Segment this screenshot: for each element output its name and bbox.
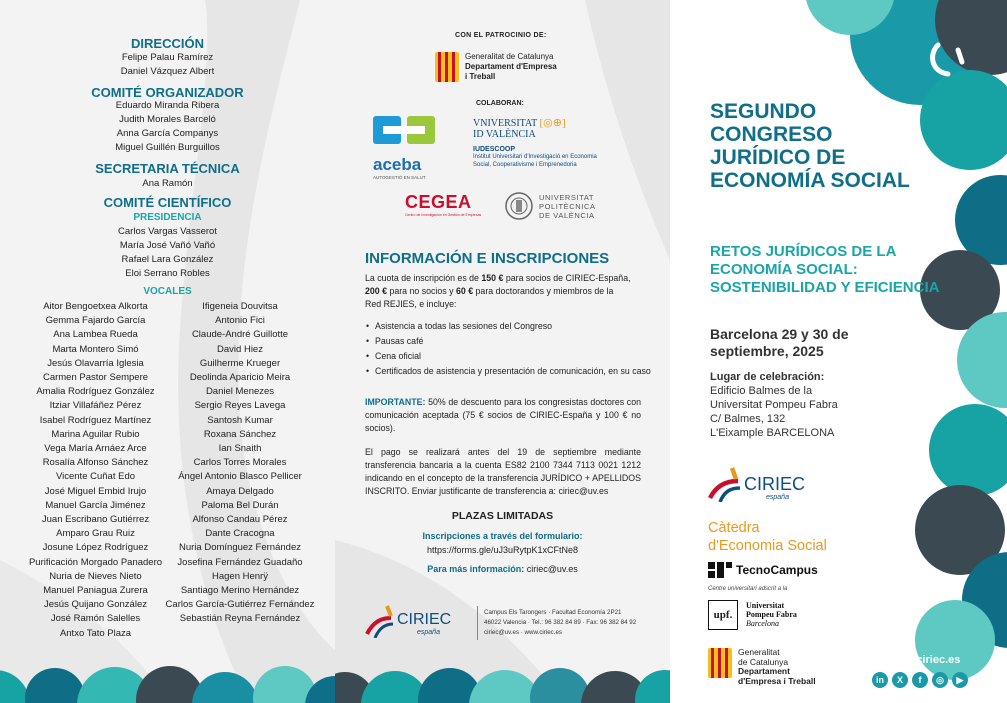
congress-subtitle: RETOS JURÍDICOS DE LA ECONOMÍA SOCIAL: SOSTENIBILIDAD Y EFICIENCIA bbox=[710, 243, 940, 296]
vocal-name: Nuria de Nieves Nieto bbox=[49, 570, 142, 582]
vocal-name: Hagen Henrÿ bbox=[212, 570, 268, 582]
gencat-line3: i Treball bbox=[465, 72, 496, 81]
vocal-name: Santiago Merino Hernández bbox=[180, 585, 300, 597]
comite-organizador-list bbox=[0, 99, 335, 155]
cuota-socios: 150 € bbox=[481, 273, 504, 283]
middle-panel bbox=[335, 0, 670, 703]
presidencia-name: María José Vañó Vañó bbox=[119, 240, 216, 251]
upv-line2: POLITÈCNICA bbox=[539, 202, 596, 211]
upf-line1: Universitat bbox=[746, 601, 785, 610]
vocal-name: Ifigeneia Douvitsa bbox=[202, 301, 278, 312]
vocal-name: Rosalía Alfonso Sánchez bbox=[42, 457, 149, 469]
secretaria-heading: SECRETARIA TÉCNICA bbox=[95, 161, 240, 176]
importante-text: 50% de descuento para los congresistas doctores con comunicación aceptada (75 € socios de CIRIEC-España y 100 € no socios). bbox=[365, 397, 641, 433]
vocal-name: Santosh Kumar bbox=[207, 414, 273, 426]
plazas-limitadas: PLAZAS LIMITADAS bbox=[451, 510, 554, 522]
uv-bracket-icon: [◎⊕] bbox=[539, 117, 566, 129]
vocal-name: Antxo Tato Plaza bbox=[59, 627, 132, 639]
cuota-text: para socios de CIRIEC-España, bbox=[503, 273, 631, 283]
patrocinio-label: CON EL PATROCINIO DE: bbox=[455, 32, 547, 39]
secretaria-name: Ana Ramón bbox=[142, 178, 193, 189]
upv-line3: DE VALÈNCIA bbox=[539, 211, 595, 220]
presidencia-name: Eloi Serrano Robles bbox=[125, 268, 210, 279]
ciriec-swirl-icon bbox=[708, 466, 742, 502]
ciriec-swirl-icon bbox=[365, 604, 395, 638]
catedra-line2: d'Economia Social bbox=[708, 538, 827, 554]
vocal-name: Purificación Morgado Panadero bbox=[28, 556, 163, 568]
mas-info-label: Para más información: bbox=[427, 564, 525, 574]
vocal-name: Ana Lambea Rueda bbox=[53, 329, 138, 341]
ciriec-logo bbox=[708, 466, 806, 507]
cuota-text: La cuota de inscripción es de bbox=[365, 273, 482, 283]
direccion-name: Daniel Vázquez Albert bbox=[120, 66, 215, 77]
vocal-name: Jesús Olavarría Iglesia bbox=[47, 357, 144, 369]
incluye-item: • Asistencia a todas las sesiones del Congreso bbox=[366, 321, 553, 331]
vocal-name: Amalia Rodríguez González bbox=[36, 386, 155, 398]
footer-address bbox=[484, 608, 654, 638]
aceba-cross-icon bbox=[373, 116, 435, 150]
pago-paragraph: El pago se realizará antes del 19 de septiembre mediante transferencia bancaria a la cuenta ES82 2100 7344 7113 0021 1212 indicando en el concepto de la transferencia JURÍDICO + APELLIDOS INSCRITO. Enviar justificante de transferencia a: ciriec@uv.es bbox=[365, 447, 641, 496]
mas-info bbox=[335, 564, 670, 574]
vocales-column-1 bbox=[18, 300, 173, 641]
vocal-name: Gemma Fajardo García bbox=[45, 315, 146, 327]
vocal-name: David Hiez bbox=[217, 343, 263, 355]
vocal-name: Nuria Domínguez Fernández bbox=[179, 542, 301, 554]
gencat-logo bbox=[435, 52, 557, 87]
importante-paragraph bbox=[365, 396, 641, 435]
vocal-name: Josefina Fernández Guadaño bbox=[177, 556, 303, 568]
vocal-name: Vega María Arnáez Arce bbox=[44, 443, 147, 455]
social-icons bbox=[868, 672, 968, 688]
cuota-no-socios: 200 € bbox=[365, 286, 388, 296]
comite-organizador-heading: COMITÉ ORGANIZADOR bbox=[91, 85, 244, 100]
presidencia-name: Carlos Vargas Vasserot bbox=[118, 226, 217, 237]
gencat-right-line1: Generalitat bbox=[738, 647, 780, 657]
vocales-heading: VOCALES bbox=[143, 286, 192, 297]
bottom-circles-left bbox=[0, 650, 335, 703]
info-title: INFORMACIÓN E INSCRIPCIONES bbox=[365, 250, 610, 267]
aceba-name: aceba bbox=[373, 155, 422, 174]
direccion-list bbox=[0, 51, 335, 79]
vocal-name: Jesús Quijano González bbox=[44, 599, 147, 611]
vocal-name: Vicente Cuñat Edo bbox=[55, 471, 136, 483]
congress-title: SEGUNDO CONGRESO JURÍDICO DE ECONOMÍA SOCIAL bbox=[710, 100, 910, 192]
vocal-name: Claude-André Guillotte bbox=[191, 329, 289, 341]
footer-line: ciriec@uv.es · www.ciriec.es bbox=[484, 629, 563, 636]
vocal-name: Isabel Rodríguez Martínez bbox=[39, 414, 152, 426]
instagram-icon[interactable]: ◎ bbox=[932, 672, 948, 688]
gencat-line2: Departament d'Empresa bbox=[465, 62, 557, 71]
gencat-right-line3: Departament bbox=[738, 666, 790, 676]
venue-line: Edificio Balmes de la bbox=[710, 385, 813, 397]
vocal-name: Daniel Menezes bbox=[205, 386, 275, 398]
vocal-name: Aitor Bengoetxea Alkorta bbox=[43, 301, 148, 312]
cegea-name: CEGEA bbox=[405, 192, 472, 212]
catedra-line1: Càtedra bbox=[708, 520, 760, 536]
vocal-name: Ian Snaith bbox=[218, 443, 262, 455]
colaboran-label: COLABORAN: bbox=[476, 100, 524, 107]
vocal-name: Juan Escribano Gutiérrez bbox=[41, 514, 150, 526]
right-panel bbox=[670, 0, 1007, 703]
gencat-line1: Generalitat de Catalunya bbox=[465, 52, 554, 61]
venue-line: L'Eixample BARCELONA bbox=[710, 427, 835, 439]
venue-label: Lugar de celebración: bbox=[710, 371, 825, 383]
tecnocampus-logo bbox=[708, 562, 818, 583]
facebook-icon[interactable]: f bbox=[912, 672, 928, 688]
vocal-name: Carlos García-Gutiérrez Fernández bbox=[165, 599, 315, 611]
upv-line1: UNIVERSITAT bbox=[539, 193, 595, 202]
uv-logo bbox=[473, 118, 653, 169]
incluye-item: • Certificados de asistencia y presentación de comunicación, en su caso bbox=[366, 366, 651, 376]
footer-line: 46022 Valencia · Tel.: 96 382 84 89 · Fax: 96 382 84 92 bbox=[484, 619, 637, 626]
cegea-logo bbox=[405, 192, 481, 217]
incluye-item: • Cena oficial bbox=[366, 351, 421, 361]
aceba-tag: AUTOGESTIÓ EN SALUT bbox=[373, 175, 426, 180]
vocal-name: Paloma Bel Durán bbox=[201, 499, 279, 511]
vocales-column-2 bbox=[160, 300, 320, 627]
vocal-name: Marta Montero Simó bbox=[52, 343, 139, 355]
vocal-name: Sergio Reyes Lavega bbox=[194, 400, 286, 412]
iudescoop-label: IUDESCOOP bbox=[473, 146, 516, 153]
vocal-name: Ángel Antonio Blasco Pellicer bbox=[178, 471, 302, 483]
tecnocampus-name: TecnoCampus bbox=[736, 563, 818, 577]
bottom-circles-mid bbox=[335, 650, 670, 703]
aceba-logo bbox=[373, 116, 433, 180]
linkedin-icon[interactable]: in bbox=[872, 672, 888, 688]
direccion-name: Felipe Palau Ramírez bbox=[121, 52, 214, 63]
venue-line: Universitat Pompeu Fabra bbox=[710, 399, 838, 411]
cuota-paragraph bbox=[365, 272, 641, 311]
mas-info-email-link[interactable]: ciriec@uv.es bbox=[526, 564, 578, 574]
website-link[interactable]: www.ciriec.es bbox=[888, 654, 961, 666]
form-url-link[interactable]: https://forms.gle/uJ3uRytpK1xCFtNe8 bbox=[426, 545, 579, 555]
vocal-name: Alfonso Candau Pérez bbox=[192, 514, 288, 526]
youtube-icon[interactable]: ▶ bbox=[952, 672, 968, 688]
presidencia-heading: PRESIDENCIA bbox=[133, 212, 202, 223]
uv-line2: ID VALÈNCIA bbox=[473, 129, 536, 140]
footer-line: Campus Els Tarongers · Facultad Economía 2P21 bbox=[484, 609, 622, 616]
vocal-name: Deolinda Aparicio Meira bbox=[189, 372, 291, 384]
vocal-name: Dante Cracogna bbox=[205, 528, 275, 540]
tecnocampus-icon bbox=[708, 562, 732, 578]
footer-ciriec-sub: españa bbox=[417, 629, 440, 636]
upf-abbr: upf. bbox=[708, 600, 738, 630]
vocal-name: Sebastián Reyna Fernández bbox=[179, 613, 301, 625]
catedra-block bbox=[708, 519, 827, 555]
gencat-shield-icon bbox=[435, 52, 459, 82]
upf-logo bbox=[708, 600, 797, 630]
organizador-name: Eduardo Miranda Ribera bbox=[115, 100, 220, 111]
congress-dates: Barcelona 29 y 30 de septiembre, 2025 bbox=[710, 326, 849, 359]
vocal-name: Josune López Rodríguez bbox=[42, 542, 149, 554]
organizador-name: Miguel Guillén Burguillos bbox=[115, 142, 220, 153]
importante-label: IMPORTANTE: bbox=[365, 397, 426, 407]
upv-logo bbox=[505, 192, 596, 225]
incluye-item: • Pausas café bbox=[366, 336, 424, 346]
gencat-shield-icon bbox=[708, 648, 732, 678]
vocal-name: Manuel García Jiménez bbox=[45, 499, 146, 511]
vocal-name: Antonio Fici bbox=[215, 315, 265, 327]
vocal-name: Amaya Delgado bbox=[206, 485, 274, 497]
uv-line1: VNIVERSITAT bbox=[473, 118, 538, 129]
venue-line: C/ Balmes, 132 bbox=[710, 413, 786, 425]
cuota-doctorandos: 60 € bbox=[455, 286, 474, 296]
footer-divider bbox=[477, 606, 478, 640]
direccion-heading: DIRECCIÓN bbox=[131, 36, 204, 51]
form-label: Inscripciones a través del formulario: bbox=[422, 531, 583, 541]
x-icon[interactable]: X bbox=[892, 672, 908, 688]
ciriec-sub: españa bbox=[766, 494, 789, 501]
gencat-right-line4: d'Empresa i Treball bbox=[738, 675, 816, 686]
ciriec-brand: CIRIEC bbox=[744, 474, 806, 494]
upf-line3: Barcelona bbox=[746, 619, 780, 628]
uv-desc2: Social, Cooperativisme i Emprenedoria bbox=[473, 162, 577, 168]
presidencia-name: Rafael Lara González bbox=[121, 254, 214, 265]
vocal-name: Carmen Pastor Sempere bbox=[42, 372, 149, 384]
organizador-name: Anna García Companys bbox=[116, 128, 219, 139]
vocal-name: Carlos Torres Morales bbox=[193, 457, 287, 469]
cuota-text: Red REJIES, e incluye: bbox=[365, 299, 457, 309]
tecnocampus-note: Centre universitari adscrit a la bbox=[708, 586, 788, 592]
comite-cientifico-heading: COMITÉ CIENTÍFICO bbox=[103, 195, 232, 210]
upf-line2: Pompeu Fabra bbox=[746, 610, 797, 619]
vocal-name: José Miguel Embid Irujo bbox=[44, 485, 147, 497]
vocal-name: José Ramón Salelles bbox=[50, 613, 141, 625]
gencat-logo-right bbox=[708, 647, 816, 686]
footer-ciriec-logo bbox=[365, 604, 452, 643]
presidencia-list bbox=[0, 225, 335, 281]
vocal-name: Guilherme Krueger bbox=[199, 357, 281, 369]
venue-block bbox=[710, 370, 910, 440]
left-panel bbox=[0, 0, 335, 703]
vocal-name: Roxana Sánchez bbox=[203, 428, 277, 440]
upv-seal-icon bbox=[505, 192, 533, 220]
footer-ciriec-brand: CIRIEC bbox=[397, 611, 452, 628]
uv-desc1: Institut Universitari d'Investigació en Economia bbox=[473, 154, 597, 160]
incluye-list bbox=[365, 320, 655, 378]
vocal-name: Manuel Paniagua Zurera bbox=[43, 585, 148, 597]
cuota-text: para doctorandos y miembros de la bbox=[473, 286, 614, 296]
cuota-text: para no socios y bbox=[387, 286, 456, 296]
vocal-name: Amparo Grau Ruiz bbox=[56, 528, 135, 540]
cegea-tag: Centro de Investigación en Gestión de Empresas bbox=[405, 213, 482, 217]
vocal-name: Itziar Villafáñez Pérez bbox=[49, 400, 142, 412]
organizador-name: Judith Morales Barceló bbox=[119, 114, 216, 125]
gencat-right-line2: de Catalunya bbox=[738, 656, 789, 667]
vocal-name: Marina Aguilar Rubio bbox=[51, 428, 140, 440]
